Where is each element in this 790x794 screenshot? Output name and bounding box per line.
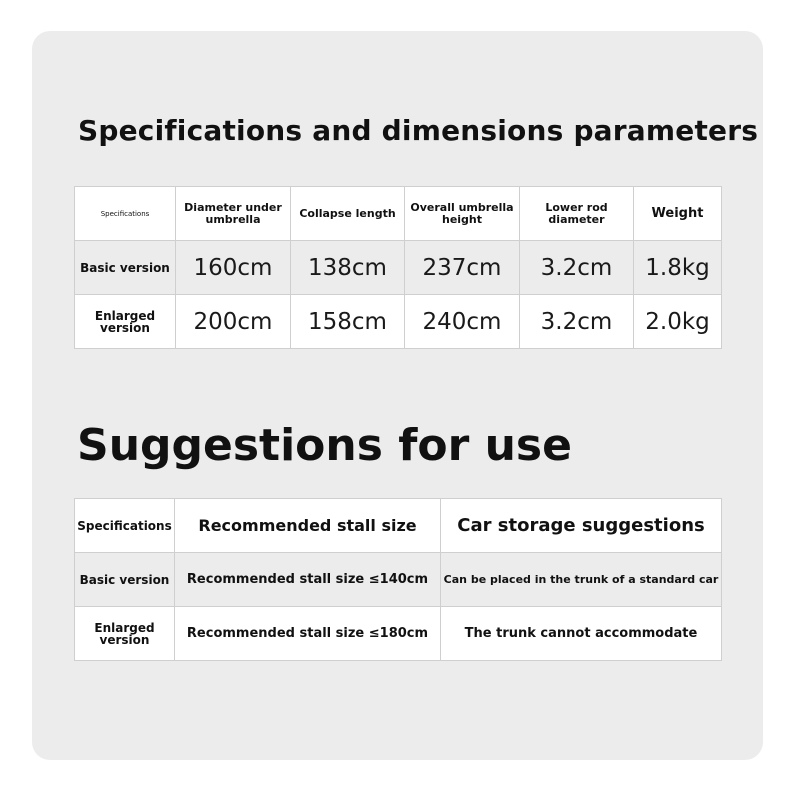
cell-rod-diameter: 3.2cm — [520, 295, 634, 349]
use-table-header-row — [75, 499, 722, 553]
cell-car-storage: Can be placed in the trunk of a standard car — [441, 553, 722, 607]
use-header-car-storage: Car storage suggestions — [441, 499, 722, 553]
cell-diameter: 200cm — [176, 295, 291, 349]
spec-header-collapse-length: Collapse length — [291, 187, 405, 241]
row-label-basic: Basic version — [75, 553, 175, 607]
cell-overall-height: 237cm — [405, 241, 520, 295]
spec-header-overall-height: Overall umbrella height — [405, 187, 520, 241]
row-label-basic: Basic version — [75, 241, 176, 295]
cell-weight: 2.0kg — [634, 295, 722, 349]
use-header-stall-size: Recommended stall size — [175, 499, 441, 553]
cell-diameter: 160cm — [176, 241, 291, 295]
use-header-specifications: Specifications — [75, 499, 175, 553]
cell-weight: 1.8kg — [634, 241, 722, 295]
row-label-enlarged: Enlarged version — [75, 607, 175, 661]
cell-stall-size: Recommended stall size ≤140cm — [175, 553, 441, 607]
row-label-enlarged: Enlarged version — [75, 295, 176, 349]
use-section-title: Suggestions for use — [77, 420, 572, 471]
cell-overall-height: 240cm — [405, 295, 520, 349]
spec-header-weight: Weight — [634, 187, 722, 241]
cell-collapse-length: 138cm — [291, 241, 405, 295]
table-row — [75, 241, 722, 295]
table-row — [75, 553, 722, 607]
spec-section-title: Specifications and dimensions parameters — [78, 114, 759, 147]
spec-header-diameter: Diameter under umbrella — [176, 187, 291, 241]
spec-table — [74, 186, 722, 349]
cell-car-storage: The trunk cannot accommodate — [441, 607, 722, 661]
spec-header-specifications: Specifications — [75, 187, 176, 241]
spec-header-rod-diameter: Lower rod diameter — [520, 187, 634, 241]
spec-table-header-row — [75, 187, 722, 241]
cell-collapse-length: 158cm — [291, 295, 405, 349]
cell-stall-size: Recommended stall size ≤180cm — [175, 607, 441, 661]
table-row — [75, 295, 722, 349]
table-row — [75, 607, 722, 661]
use-table — [74, 498, 722, 661]
cell-rod-diameter: 3.2cm — [520, 241, 634, 295]
